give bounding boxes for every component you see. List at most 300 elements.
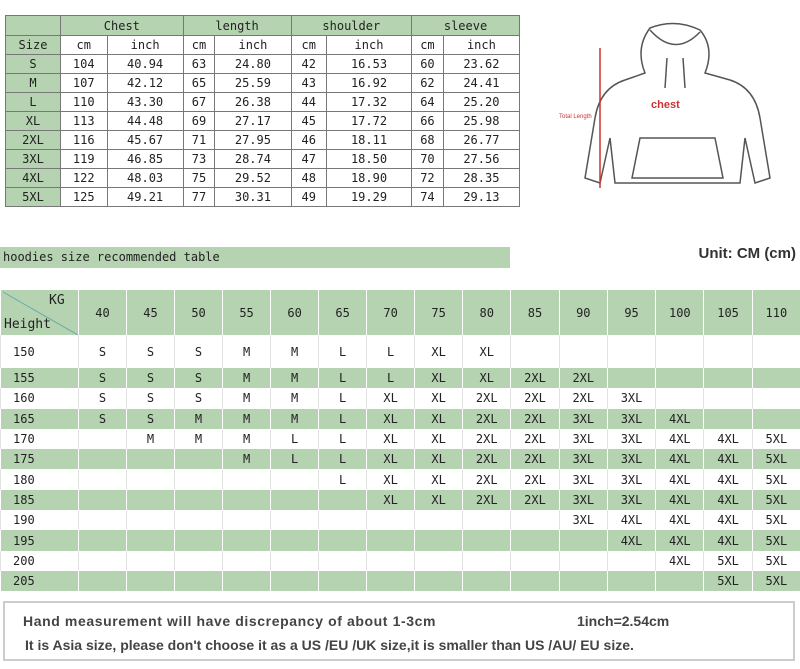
size-cell bbox=[175, 469, 223, 489]
measurement-cell: 27.56 bbox=[443, 150, 519, 169]
measurement-cell: 28.35 bbox=[443, 169, 519, 188]
size-cell: 2XL bbox=[511, 449, 559, 469]
height-cell: 180 bbox=[1, 469, 79, 489]
size-cell: S bbox=[127, 335, 175, 368]
size-cell: 3XL bbox=[607, 409, 655, 429]
weight-header: 95 bbox=[607, 290, 655, 335]
size-cell: XL bbox=[367, 388, 415, 408]
unit-header-inch: inch bbox=[443, 36, 519, 55]
measurement-cell: 24.41 bbox=[443, 74, 519, 93]
size-cell: L bbox=[319, 388, 367, 408]
size-cell: 2XL bbox=[463, 490, 511, 510]
height-cell: 195 bbox=[1, 530, 79, 550]
size-cell bbox=[127, 510, 175, 530]
size-cell bbox=[463, 571, 511, 591]
measurement-cell: 46.85 bbox=[107, 150, 183, 169]
measurement-cell: 26.77 bbox=[443, 131, 519, 150]
size-cell bbox=[175, 551, 223, 571]
size-cell: 2XL bbox=[559, 388, 607, 408]
measurement-cell: 63 bbox=[183, 55, 215, 74]
measurement-cell: 44.48 bbox=[107, 112, 183, 131]
measurement-cell: 65 bbox=[183, 74, 215, 93]
size-cell: 3XL bbox=[607, 388, 655, 408]
size-header: Size bbox=[6, 36, 61, 55]
measurement-cell: 29.52 bbox=[215, 169, 291, 188]
size-cell: 4XL bbox=[656, 409, 704, 429]
measurement-cell: 70 bbox=[412, 150, 444, 169]
size-cell bbox=[271, 571, 319, 591]
measurement-cell: 45 bbox=[291, 112, 326, 131]
kg-label: KG bbox=[49, 293, 65, 308]
measurement-cell: 16.92 bbox=[326, 74, 411, 93]
size-cell: L bbox=[319, 368, 367, 388]
size-cell bbox=[463, 551, 511, 571]
measurement-cell: 45.67 bbox=[107, 131, 183, 150]
size-row bbox=[6, 150, 520, 169]
size-cell: XL bbox=[415, 469, 463, 489]
measurement-cell: 69 bbox=[183, 112, 215, 131]
size-cell: 2XL bbox=[463, 449, 511, 469]
weight-header: 105 bbox=[704, 290, 752, 335]
size-cell bbox=[656, 368, 704, 388]
weight-header: 55 bbox=[223, 290, 271, 335]
size-cell: XL bbox=[415, 490, 463, 510]
measurement-cell: 77 bbox=[183, 188, 215, 207]
size-row bbox=[6, 131, 520, 150]
height-cell: 170 bbox=[1, 429, 79, 449]
measurement-cell: 49 bbox=[291, 188, 326, 207]
height-row bbox=[1, 530, 800, 550]
size-cell: 4XL bbox=[656, 490, 704, 510]
size-cell bbox=[175, 449, 223, 469]
measurement-cell: 18.50 bbox=[326, 150, 411, 169]
size-cell bbox=[559, 571, 607, 591]
size-cell: 4XL bbox=[6, 169, 61, 188]
size-cell: 5XL bbox=[752, 530, 800, 550]
height-cell: 150 bbox=[1, 335, 79, 368]
size-cell: S bbox=[6, 55, 61, 74]
unit-header-cm: cm bbox=[412, 36, 444, 55]
size-cell bbox=[415, 530, 463, 550]
measurement-cell: 42.12 bbox=[107, 74, 183, 93]
size-cell: M bbox=[175, 409, 223, 429]
size-cell bbox=[79, 449, 127, 469]
size-cell bbox=[79, 530, 127, 550]
size-cell: 2XL bbox=[511, 409, 559, 429]
size-cell: 2XL bbox=[463, 409, 511, 429]
size-cell: 3XL bbox=[559, 449, 607, 469]
size-cell bbox=[271, 469, 319, 489]
size-cell: 2XL bbox=[511, 490, 559, 510]
measurement-cell: 72 bbox=[412, 169, 444, 188]
size-cell: S bbox=[127, 368, 175, 388]
group-shoulder: shoulder bbox=[291, 16, 412, 36]
measurement-cell: 24.80 bbox=[215, 55, 291, 74]
size-cell bbox=[367, 530, 415, 550]
asia-size-note: It is Asia size, please don't choose it as a US /EU /UK size,it is smaller than US /AU/ EU size. bbox=[25, 637, 634, 653]
size-cell: 4XL bbox=[704, 510, 752, 530]
size-cell bbox=[559, 335, 607, 368]
size-cell bbox=[704, 368, 752, 388]
unit-header-cm: cm bbox=[61, 36, 108, 55]
size-cell bbox=[415, 551, 463, 571]
size-cell bbox=[656, 571, 704, 591]
size-cell bbox=[463, 530, 511, 550]
size-cell: M bbox=[223, 409, 271, 429]
height-row bbox=[1, 429, 800, 449]
size-cell bbox=[271, 530, 319, 550]
size-cell: 4XL bbox=[656, 551, 704, 571]
measurement-cell: 29.13 bbox=[443, 188, 519, 207]
size-cell: 3XL bbox=[607, 449, 655, 469]
size-cell: M bbox=[6, 74, 61, 93]
size-cell: XL bbox=[415, 368, 463, 388]
size-cell: XL bbox=[415, 429, 463, 449]
size-cell: S bbox=[127, 388, 175, 408]
size-cell bbox=[511, 530, 559, 550]
height-row bbox=[1, 510, 800, 530]
group-chest: Chest bbox=[61, 16, 184, 36]
size-cell bbox=[607, 335, 655, 368]
size-cell bbox=[559, 551, 607, 571]
size-measurement-table bbox=[5, 15, 520, 207]
size-cell: 4XL bbox=[607, 530, 655, 550]
measurement-cell: 18.90 bbox=[326, 169, 411, 188]
group-sleeve: sleeve bbox=[412, 16, 520, 36]
size-cell: L bbox=[319, 429, 367, 449]
size-cell: L bbox=[319, 449, 367, 469]
weight-header: 90 bbox=[559, 290, 607, 335]
unit-header-cm: cm bbox=[291, 36, 326, 55]
size-cell bbox=[463, 510, 511, 530]
size-cell bbox=[223, 551, 271, 571]
weight-header: 85 bbox=[511, 290, 559, 335]
size-cell: S bbox=[79, 368, 127, 388]
size-cell: M bbox=[271, 388, 319, 408]
size-cell bbox=[175, 510, 223, 530]
height-cell: 165 bbox=[1, 409, 79, 429]
weight-header: 40 bbox=[79, 290, 127, 335]
size-cell: 4XL bbox=[607, 510, 655, 530]
size-cell bbox=[79, 510, 127, 530]
size-cell: 5XL bbox=[704, 571, 752, 591]
height-row bbox=[1, 469, 800, 489]
size-cell: 4XL bbox=[704, 449, 752, 469]
measurement-cell: 64 bbox=[412, 93, 444, 112]
size-cell bbox=[511, 571, 559, 591]
height-cell: 185 bbox=[1, 490, 79, 510]
size-cell: 5XL bbox=[752, 429, 800, 449]
height-cell: 155 bbox=[1, 368, 79, 388]
size-cell: 5XL bbox=[704, 551, 752, 571]
size-cell: XL bbox=[415, 335, 463, 368]
height-label: Height bbox=[4, 317, 51, 332]
size-row bbox=[6, 93, 520, 112]
size-cell bbox=[271, 490, 319, 510]
size-recommendation-table bbox=[0, 290, 800, 591]
size-cell bbox=[79, 490, 127, 510]
size-cell: 4XL bbox=[656, 469, 704, 489]
size-cell: 5XL bbox=[752, 490, 800, 510]
measurement-cell: 62 bbox=[412, 74, 444, 93]
measurement-cell: 48.03 bbox=[107, 169, 183, 188]
measurement-cell: 44 bbox=[291, 93, 326, 112]
measurement-cell: 75 bbox=[183, 169, 215, 188]
weight-header: 65 bbox=[319, 290, 367, 335]
size-cell bbox=[367, 571, 415, 591]
measurement-cell: 17.72 bbox=[326, 112, 411, 131]
measurement-cell: 27.95 bbox=[215, 131, 291, 150]
size-cell bbox=[127, 469, 175, 489]
height-cell: 190 bbox=[1, 510, 79, 530]
measurement-cell: 19.29 bbox=[326, 188, 411, 207]
size-cell: S bbox=[79, 409, 127, 429]
measurement-cell: 104 bbox=[61, 55, 108, 74]
height-row bbox=[1, 449, 800, 469]
weight-header: 60 bbox=[271, 290, 319, 335]
size-cell: 4XL bbox=[656, 510, 704, 530]
size-cell bbox=[223, 571, 271, 591]
measurement-cell: 71 bbox=[183, 131, 215, 150]
height-row bbox=[1, 571, 800, 591]
size-cell: XL bbox=[415, 388, 463, 408]
measurement-cell: 110 bbox=[61, 93, 108, 112]
size-cell bbox=[704, 409, 752, 429]
size-cell: XL bbox=[6, 112, 61, 131]
hoodie-diagram bbox=[555, 18, 795, 208]
weight-header: 80 bbox=[463, 290, 511, 335]
size-cell: XL bbox=[367, 490, 415, 510]
size-cell: 5XL bbox=[752, 571, 800, 591]
size-cell: XL bbox=[463, 368, 511, 388]
size-cell: 5XL bbox=[6, 188, 61, 207]
size-cell bbox=[79, 429, 127, 449]
size-cell bbox=[367, 510, 415, 530]
size-cell bbox=[79, 571, 127, 591]
size-cell bbox=[175, 571, 223, 591]
size-cell: 3XL bbox=[559, 469, 607, 489]
size-cell: L bbox=[319, 409, 367, 429]
size-cell bbox=[752, 368, 800, 388]
weight-header: 50 bbox=[175, 290, 223, 335]
size-cell bbox=[319, 551, 367, 571]
height-cell: 200 bbox=[1, 551, 79, 571]
measurement-cell: 25.20 bbox=[443, 93, 519, 112]
measurement-cell: 122 bbox=[61, 169, 108, 188]
measurement-cell: 46 bbox=[291, 131, 326, 150]
size-cell: M bbox=[223, 368, 271, 388]
size-cell bbox=[511, 510, 559, 530]
size-cell: L bbox=[271, 429, 319, 449]
size-cell bbox=[175, 530, 223, 550]
measurement-cell: 30.31 bbox=[215, 188, 291, 207]
size-cell bbox=[319, 490, 367, 510]
height-row bbox=[1, 551, 800, 571]
size-cell: 4XL bbox=[704, 429, 752, 449]
size-row bbox=[6, 55, 520, 74]
size-cell: 2XL bbox=[511, 429, 559, 449]
size-cell bbox=[127, 551, 175, 571]
chest-label: chest bbox=[651, 99, 680, 111]
height-cell: 175 bbox=[1, 449, 79, 469]
size-cell: 2XL bbox=[6, 131, 61, 150]
size-cell: 2XL bbox=[559, 368, 607, 388]
size-cell: L bbox=[271, 449, 319, 469]
size-cell bbox=[752, 388, 800, 408]
size-cell bbox=[704, 335, 752, 368]
size-cell: M bbox=[271, 335, 319, 368]
size-cell: M bbox=[175, 429, 223, 449]
size-cell: XL bbox=[463, 335, 511, 368]
measurement-cell: 74 bbox=[412, 188, 444, 207]
measurement-cell: 27.17 bbox=[215, 112, 291, 131]
inch-conversion-note: 1inch=2.54cm bbox=[577, 613, 670, 629]
size-cell bbox=[415, 510, 463, 530]
measurement-cell: 28.74 bbox=[215, 150, 291, 169]
size-cell: M bbox=[271, 368, 319, 388]
weight-header: 100 bbox=[656, 290, 704, 335]
size-cell bbox=[656, 388, 704, 408]
size-cell bbox=[367, 551, 415, 571]
height-row bbox=[1, 388, 800, 408]
size-cell bbox=[175, 490, 223, 510]
size-cell: L bbox=[319, 335, 367, 368]
recommended-table-banner: hoodies size recommended table bbox=[0, 247, 510, 268]
size-cell: L bbox=[319, 469, 367, 489]
height-row bbox=[1, 368, 800, 388]
measurement-cell: 116 bbox=[61, 131, 108, 150]
size-cell bbox=[223, 490, 271, 510]
size-cell: M bbox=[271, 409, 319, 429]
size-cell: M bbox=[223, 449, 271, 469]
measurement-cell: 48 bbox=[291, 169, 326, 188]
size-cell: 4XL bbox=[656, 449, 704, 469]
discrepancy-note: Hand measurement will have discrepancy of about 1-3cm bbox=[23, 613, 437, 629]
size-cell: 5XL bbox=[752, 551, 800, 571]
measurement-cell: 68 bbox=[412, 131, 444, 150]
size-cell bbox=[607, 368, 655, 388]
size-row bbox=[6, 112, 520, 131]
size-cell bbox=[319, 530, 367, 550]
measurement-cell: 113 bbox=[61, 112, 108, 131]
size-cell: XL bbox=[367, 409, 415, 429]
measurement-cell: 16.53 bbox=[326, 55, 411, 74]
height-cell: 205 bbox=[1, 571, 79, 591]
size-cell bbox=[223, 469, 271, 489]
weight-header: 75 bbox=[415, 290, 463, 335]
unit-label: Unit: CM (cm) bbox=[698, 245, 796, 262]
size-cell: S bbox=[127, 409, 175, 429]
size-cell: 2XL bbox=[511, 469, 559, 489]
size-cell: 3XL bbox=[559, 490, 607, 510]
size-row bbox=[6, 188, 520, 207]
size-cell: 2XL bbox=[463, 469, 511, 489]
measurement-cell: 60 bbox=[412, 55, 444, 74]
measurement-cell: 67 bbox=[183, 93, 215, 112]
size-cell bbox=[127, 530, 175, 550]
size-cell bbox=[704, 388, 752, 408]
unit-header-cm: cm bbox=[183, 36, 215, 55]
weight-header: 70 bbox=[367, 290, 415, 335]
size-cell bbox=[752, 409, 800, 429]
measurement-cell: 73 bbox=[183, 150, 215, 169]
size-cell: XL bbox=[367, 449, 415, 469]
size-cell: XL bbox=[367, 429, 415, 449]
total-length-label: Total Length bbox=[559, 114, 592, 120]
size-cell: XL bbox=[367, 469, 415, 489]
size-cell bbox=[511, 551, 559, 571]
size-cell: 4XL bbox=[704, 530, 752, 550]
size-cell: S bbox=[175, 388, 223, 408]
size-cell: 2XL bbox=[511, 388, 559, 408]
size-cell bbox=[223, 530, 271, 550]
measurement-cell: 43.30 bbox=[107, 93, 183, 112]
measurement-cell: 42 bbox=[291, 55, 326, 74]
size-cell bbox=[127, 571, 175, 591]
size-cell: M bbox=[223, 388, 271, 408]
measurement-cell: 23.62 bbox=[443, 55, 519, 74]
size-cell bbox=[319, 510, 367, 530]
height-row bbox=[1, 490, 800, 510]
size-cell bbox=[127, 449, 175, 469]
size-cell bbox=[271, 551, 319, 571]
measurement-cell: 18.11 bbox=[326, 131, 411, 150]
size-row bbox=[6, 169, 520, 188]
measurement-cell: 49.21 bbox=[107, 188, 183, 207]
size-cell bbox=[79, 469, 127, 489]
measurement-cell: 125 bbox=[61, 188, 108, 207]
size-cell: 3XL bbox=[559, 429, 607, 449]
measurement-cell: 107 bbox=[61, 74, 108, 93]
weight-header: 45 bbox=[127, 290, 175, 335]
size-cell: M bbox=[223, 429, 271, 449]
size-cell: XL bbox=[415, 409, 463, 429]
footer-notice bbox=[3, 601, 795, 661]
height-row bbox=[1, 335, 800, 368]
height-cell: 160 bbox=[1, 388, 79, 408]
size-cell: 5XL bbox=[752, 510, 800, 530]
group-length: length bbox=[183, 16, 291, 36]
measurement-cell: 66 bbox=[412, 112, 444, 131]
size-cell: 3XL bbox=[559, 409, 607, 429]
size-cell bbox=[607, 571, 655, 591]
measurement-cell: 47 bbox=[291, 150, 326, 169]
size-cell: M bbox=[223, 335, 271, 368]
size-cell bbox=[752, 335, 800, 368]
size-cell: 3XL bbox=[607, 490, 655, 510]
size-row bbox=[6, 74, 520, 93]
size-cell bbox=[656, 335, 704, 368]
size-cell: L bbox=[367, 368, 415, 388]
size-cell: 4XL bbox=[704, 469, 752, 489]
size-cell bbox=[223, 510, 271, 530]
size-cell bbox=[127, 490, 175, 510]
unit-header-inch: inch bbox=[326, 36, 411, 55]
size-cell bbox=[511, 335, 559, 368]
size-cell: 4XL bbox=[656, 530, 704, 550]
unit-header-inch: inch bbox=[107, 36, 183, 55]
size-cell: L bbox=[6, 93, 61, 112]
size-cell: 3XL bbox=[607, 429, 655, 449]
size-cell: 5XL bbox=[752, 469, 800, 489]
measurement-cell: 17.32 bbox=[326, 93, 411, 112]
measurement-cell: 40.94 bbox=[107, 55, 183, 74]
measurement-cell: 119 bbox=[61, 150, 108, 169]
size-cell: 2XL bbox=[463, 429, 511, 449]
size-cell: M bbox=[127, 429, 175, 449]
size-cell bbox=[319, 571, 367, 591]
size-cell bbox=[271, 510, 319, 530]
